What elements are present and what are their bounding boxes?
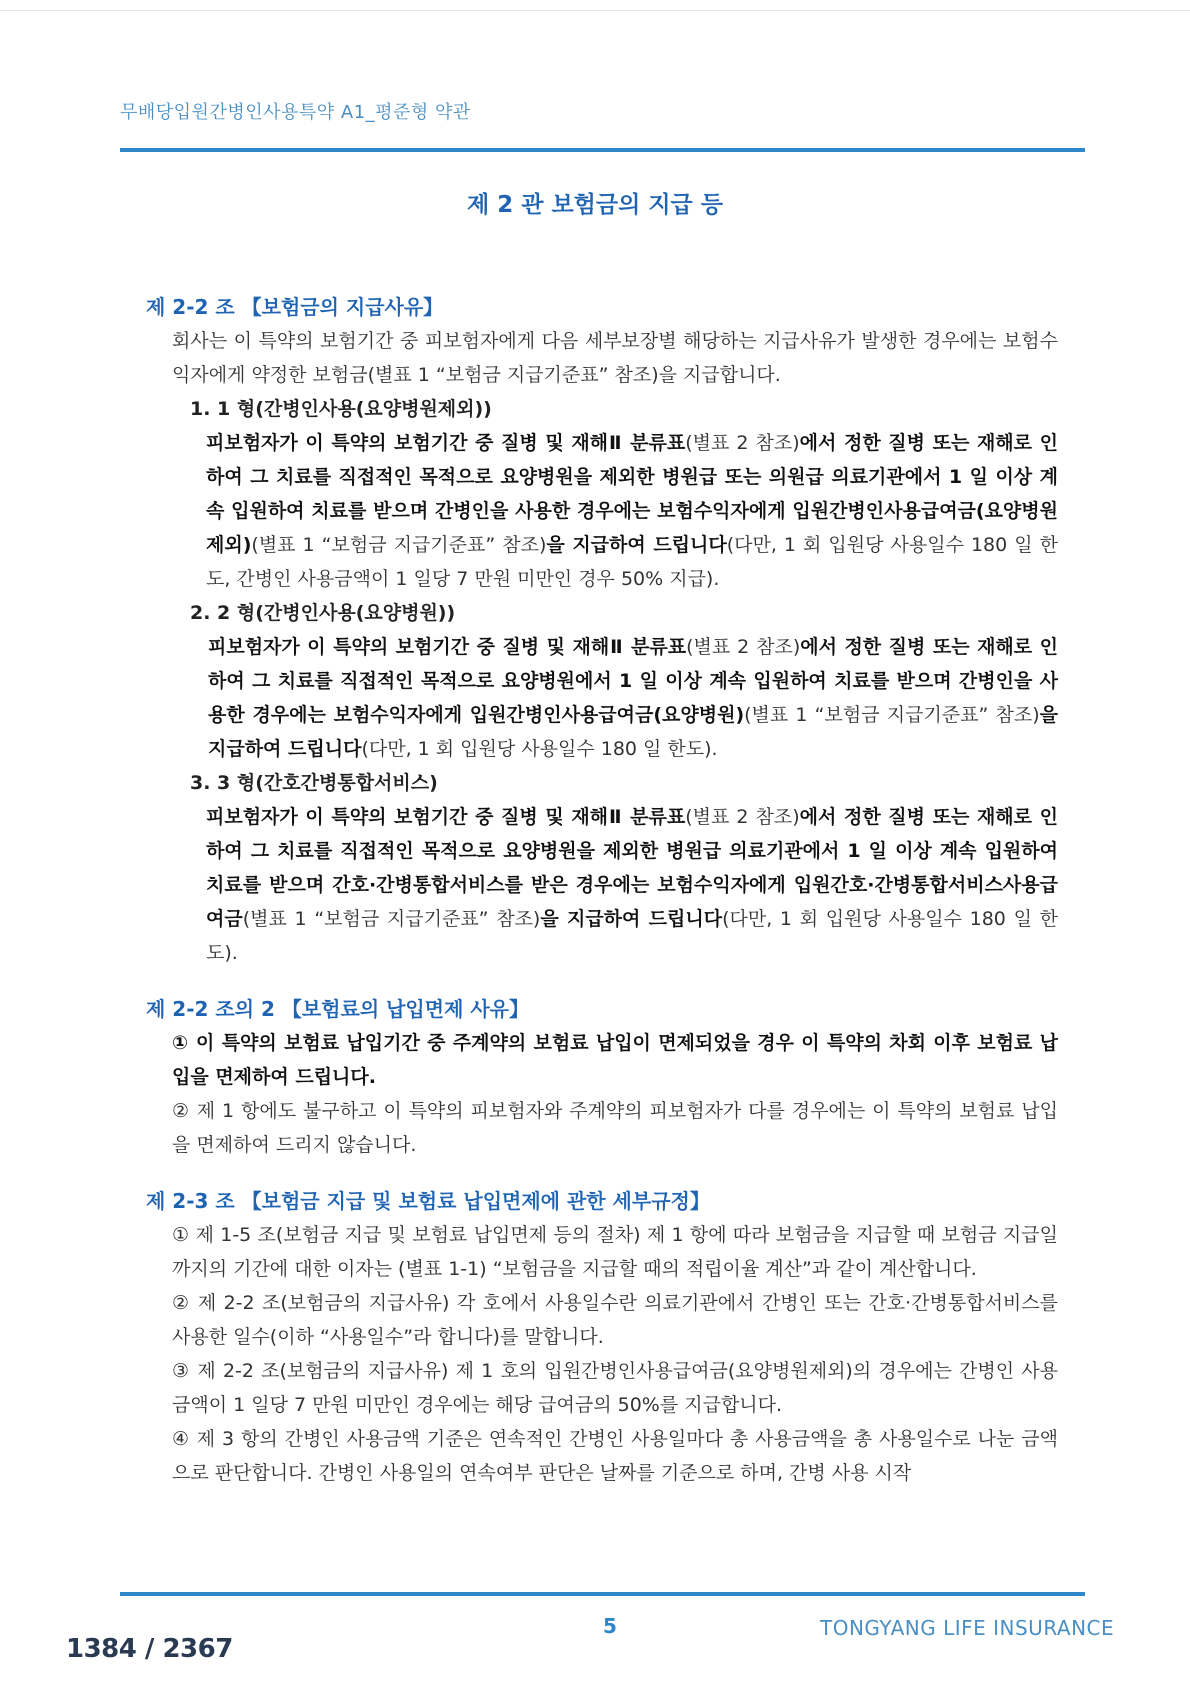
section-gap <box>148 1162 1058 1184</box>
item-2-plain-c: (다만, 1 회 입원당 사용일수 180 일 한도). <box>361 738 718 760</box>
article-2-3-paragraph-4: ④ 제 3 항의 간병인 사용금액 기준은 연속적인 간병인 사용일마다 총 사용금액을 총 사용일수로 나눈 금액으로 판단합니다. 간병인 사용일의 연속여부 판단은 날짜를 기준으로 하며, 간병 사용 시작 <box>172 1428 1058 1484</box>
item-3-plain-c: (다만, 1 회 입원당 사용일수 180 일 한도). <box>206 908 1058 964</box>
item-1-bold-c: 을 지급하여 드립니다 <box>546 534 727 556</box>
item-2-plain-b: (별표 1 “보험금 지급기준표” 참조) <box>744 704 1040 726</box>
article-2-2-item-2-body <box>148 630 1058 766</box>
article-2-3-paragraph-2: ② 제 2-2 조(보험금의 지급사유) 각 호에서 사용일수란 의료기관에서 간병인 또는 간호·간병통합서비스를 사용한 일수(이하 “사용일수”라 합니다)를 말합니다. <box>172 1292 1058 1348</box>
article-2-2-item-1-body <box>148 426 1058 596</box>
item-3-plain-b: (별표 1 “보험금 지급기준표” 참조) <box>242 908 541 930</box>
article-2-2-intro: 회사는 이 특약의 보험기간 중 피보험자에게 다음 세부보장별 해당하는 지급사유가 발생한 경우에는 보험수익자에게 약정한 보험금(별표 1 “보험금 지급기준표” 참조)을 지급합니다. <box>172 330 1058 386</box>
item-3-bold-c: 을 지급하여 드립니다 <box>540 908 723 930</box>
document-body <box>148 290 1058 1490</box>
header-divider <box>120 148 1085 152</box>
item-3-plain-a: (별표 2 참조) <box>685 806 800 828</box>
article-2-2-heading: 제 2-2 조 【보험금의 지급사유】 <box>146 295 444 319</box>
article-2-2-item-1-title: 1. 1 형(간병인사용(요양병원제외)) <box>190 398 492 420</box>
article-2-3-paragraph-1: ① 제 1-5 조(보험금 지급 및 보험료 납입면제 등의 절차) 제 1 항에 따라 보험금을 지급할 때 보험금 지급일까지의 기간에 대한 이자는 (별표 1-1) “보험금을 지급할 때의 적립이율 계산”과 같이 계산합니다. <box>172 1224 1058 1280</box>
document-header-title: 무배당입원간병인사용특약 A1_평준형 약관 <box>120 102 471 123</box>
section-gap <box>148 970 1058 992</box>
article-2-2-item-2-title: 2. 2 형(간병인사용(요양병원)) <box>190 602 456 624</box>
company-name: TONGYANG LIFE INSURANCE <box>820 1616 1115 1640</box>
article-2-3-heading: 제 2-3 조 【보험금 지급 및 보험료 납입면제에 관한 세부규정】 <box>146 1189 710 1213</box>
item-2-plain-a: (별표 2 참조) <box>686 636 801 658</box>
page-number: 5 <box>603 1614 617 1638</box>
article-2-2-item-3-title: 3. 3 형(간호간병통합서비스) <box>190 772 438 794</box>
item-1-plain-b: (별표 1 “보험금 지급기준표” 참조) <box>251 534 547 556</box>
item-1-bold-b: 에서 정한 질병 또는 재해로 인하여 그 치료를 직접적인 목적으로 요양병원을 제외한 병원급 또는 의원급 의료기관에서 1 일 이상 계속 입원하여 치료를 받으며 간병인을 사용한 경우에는 보험수익자에게 입원간병인사용급여금(요양병원제외) <box>206 432 1058 556</box>
item-2-bold-a: 피보험자가 이 특약의 보험기간 중 질병 및 재해Ⅱ 분류표 <box>208 636 687 658</box>
article-2-2-2-heading: 제 2-2 조의 2 【보험료의 납입면제 사유】 <box>146 997 529 1021</box>
item-2-bold-b: 에서 정한 질병 또는 재해로 인하여 그 치료를 직접적인 목적으로 요양병원에서 1 일 이상 계속 입원하여 치료를 받으며 간병인을 사용한 경우에는 보험수익자에게 입원간병인사용급여금(요양병원) <box>208 636 1058 726</box>
article-2-2-2-paragraph-2: ② 제 1 항에도 불구하고 이 특약의 피보험자와 주계약의 피보험자가 다를 경우에는 이 특약의 보험료 납입을 면제하여 드리지 않습니다. <box>172 1100 1058 1156</box>
footer-divider <box>120 1592 1085 1596</box>
item-1-plain-a: (별표 2 참조) <box>685 432 800 454</box>
article-2-2-item-3-body <box>148 800 1058 970</box>
item-3-bold-b: 에서 정한 질병 또는 재해로 인하여 그 치료를 직접적인 목적으로 요양병원을 제외한 병원급 의료기관에서 1 일 이상 계속 입원하여 치료를 받으며 간호·간병통합서비스를 받은 경우에는 보험수익자에게 입원간호·간병통합서비스사용급여금 <box>206 806 1058 930</box>
item-1-plain-c: (다만, 1 회 입원당 사용일수 180 일 한도, 간병인 사용금액이 1 일당 7 만원 미만인 경우 50% 지급). <box>206 534 1058 590</box>
item-3-bold-a: 피보험자가 이 특약의 보험기간 중 질병 및 재해Ⅱ 분류표 <box>206 806 686 828</box>
item-2-bold-c: 을 지급하여 드립니다 <box>208 704 1058 760</box>
article-2-2-2-paragraph-1: ① 이 특약의 보험료 납입기간 중 주계약의 보험료 납입이 면제되었을 경우 이 특약의 차회 이후 보험료 납입을 면제하여 드립니다. <box>172 1032 1058 1088</box>
item-1-bold-a: 피보험자가 이 특약의 보험기간 중 질병 및 재해Ⅱ 분류표 <box>206 432 686 454</box>
article-2-3-paragraph-3: ③ 제 2-2 조(보험금의 지급사유) 제 1 호의 입원간병인사용급여금(요양병원제외)의 경우에는 간병인 사용금액이 1 일당 7 만원 미만인 경우에는 해당 급여금의 50%를 지급합니다. <box>172 1360 1058 1416</box>
page-top-edge <box>0 10 1190 11</box>
page-stamp: 1384 / 2367 <box>66 1634 233 1664</box>
chapter-title: 제 2 관 보험금의 지급 등 <box>466 192 723 218</box>
